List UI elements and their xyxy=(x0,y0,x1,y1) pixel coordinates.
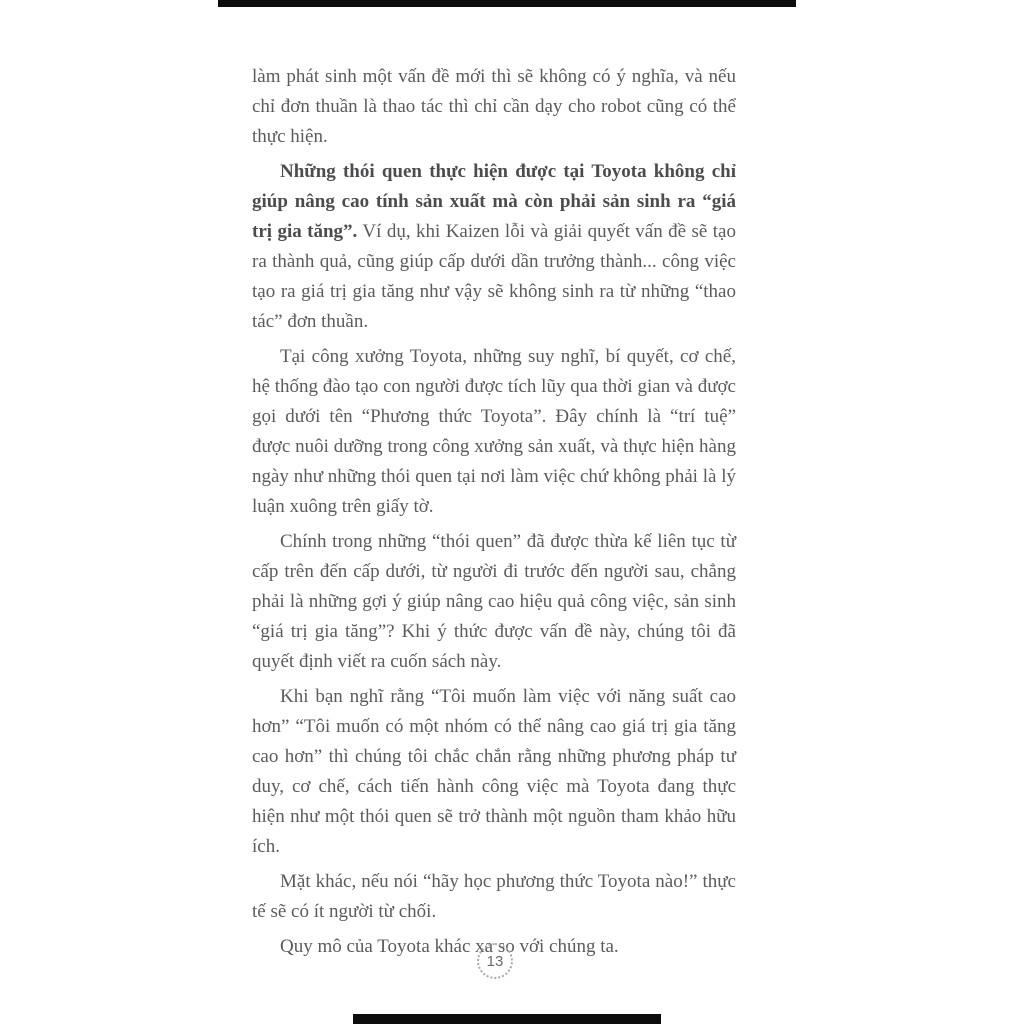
scan-artifact-top-bar xyxy=(218,0,796,7)
paragraph-text: Chính trong những “thói quen” đã được thừa kế liên tục từ cấp trên đến cấp dưới, từ người đi trước đến người sau, chẳng phải là những gợi ý giúp nâng cao hiệu quả công việc, sản sinh “giá trị gia tăng”? Khi ý thức được vấn đề này, chúng tôi đã quyết định viết ra cuốn sách này. xyxy=(252,531,736,672)
paragraph-text: Mặt khác, nếu nói “hãy học phương thức Toyota nào!” thực tế sẽ có ít người từ chối. xyxy=(252,871,736,922)
page-number-badge xyxy=(477,943,513,979)
scan-artifact-bottom-bar xyxy=(353,1014,661,1024)
paragraph-text: Khi bạn nghĩ rằng “Tôi muốn làm việc với năng suất cao hơn” “Tôi muốn có một nhóm có thể nâng cao giá trị gia tăng cao hơn” thì chúng tôi chắc chắn rằng những phương pháp tư duy, cơ chế, cách tiến hành công việc mà Toyota đang thực hiện như một thói quen sẽ trở thành một nguồn tham khảo hữu ích. xyxy=(252,686,736,857)
paragraph-text: làm phát sinh một vấn đề mới thì sẽ không có ý nghĩa, và nếu chỉ đơn thuần là thao tác thì chỉ cần dạy cho robot cũng có thể thực hiện. xyxy=(252,66,736,147)
paragraph xyxy=(252,157,736,337)
paragraph-text: Ví dụ, khi Kaizen lỗi và giải quyết vấn đề sẽ tạo ra thành quả, cũng giúp cấp dưới dần trưởng thành... công việc tạo ra giá trị gia tăng như vậy sẽ không sinh ra từ những “thao tác” đơn thuần. xyxy=(252,221,736,332)
paragraph-text: Quy mô của Toyota khác xa so với chúng ta. xyxy=(280,936,619,957)
paragraph xyxy=(252,867,736,927)
paragraph xyxy=(252,342,736,522)
paragraph xyxy=(252,682,736,862)
paragraph-bold-lead: Những thói quen thực hiện được tại Toyota không chỉ giúp nâng cao tính sản xuất mà còn phải sản sinh ra “giá trị gia tăng”. xyxy=(252,161,736,242)
paragraph xyxy=(252,527,736,677)
page-text-block xyxy=(252,62,736,967)
paragraph xyxy=(252,62,736,152)
paragraph-text: Tại công xưởng Toyota, những suy nghĩ, bí quyết, cơ chế, hệ thống đào tạo con người được tích lũy qua thời gian và được gọi dưới tên “Phương thức Toyota”. Đây chính là “trí tuệ” được nuôi dưỡng trong công xưởng sản xuất, và thực hiện hàng ngày như những thói quen tại nơi làm việc chứ không phải là lý luận xuông trên giấy tờ. xyxy=(252,346,736,517)
page-number: 13 xyxy=(486,952,504,970)
